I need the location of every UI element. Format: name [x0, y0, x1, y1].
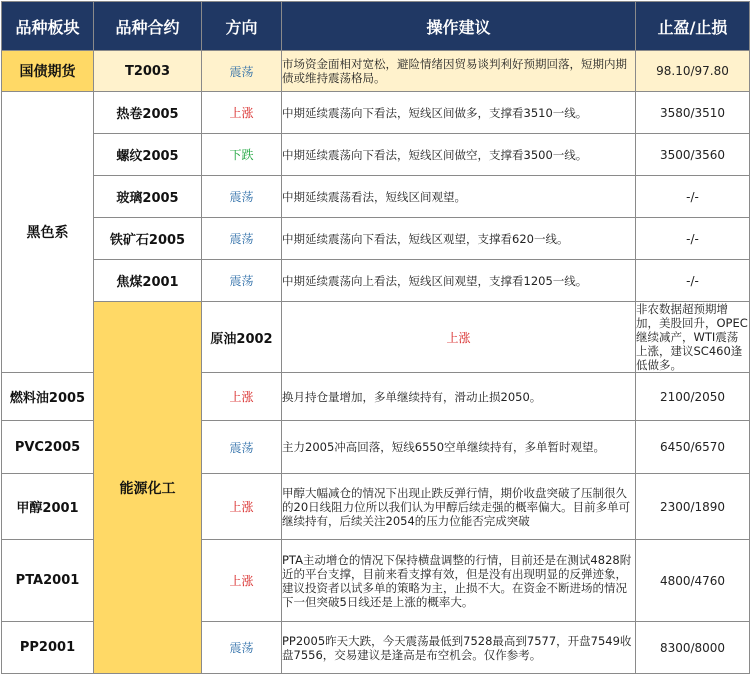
- advice-cell: 中期延续震荡向上看法，短线区间观望，支撑看1205一线。: [282, 260, 636, 302]
- contract-cell: 玻璃2005: [94, 176, 202, 218]
- contract-cell: PP2001: [2, 622, 94, 674]
- direction-cell: 上涨: [282, 302, 636, 373]
- direction-cell: 上涨: [202, 373, 282, 421]
- advice-cell: 主力2005冲高回落，短线6550空单继续持有，多单暂时观望。: [282, 421, 636, 474]
- header-row: [2, 2, 750, 51]
- direction-cell: 上涨: [202, 474, 282, 540]
- direction-cell: 震荡: [202, 260, 282, 302]
- contract-cell: 焦煤2001: [94, 260, 202, 302]
- header-direction: 方向: [202, 2, 282, 51]
- advice-cell: 中期延续震荡向下看法，短线区观望，支撑看620一线。: [282, 218, 636, 260]
- sltp-cell: 8300/8000: [636, 622, 750, 674]
- advice-cell: 非农数据超预期增加，美股回升，OPEC继续减产，WTI震荡上涨，建议SC460逢低做多。: [636, 302, 748, 372]
- sltp-cell: -/-: [636, 260, 750, 302]
- contract-cell: 甲醇2001: [2, 474, 94, 540]
- advice-cell: PP2005昨天大跌，今天震荡最低到7528最高到7577，开盘7549收盘7556，交易建议是逢高是布空机会。仅作参考。: [282, 622, 636, 674]
- sltp-cell: 98.10/97.80: [636, 51, 750, 92]
- advice-cell: 甲醇大幅减仓的情况下出现止跌反弹行情，期价收盘突破了压制很久的20日线阻力位所以我们认为甲醇后续走强的概率偏大。目前多单可继续持有，后续关注2054的压力位能否完成突破: [282, 474, 636, 540]
- advice-cell: 中期延续震荡向下看法，短线区间做空，支撑看3500一线。: [282, 134, 636, 176]
- sector-black: 黑色系: [2, 92, 94, 373]
- header-contract: 品种合约: [94, 2, 202, 51]
- direction-cell: 震荡: [202, 51, 282, 92]
- sltp-cell: 4800/4760: [636, 540, 750, 622]
- table-row: [2, 134, 750, 176]
- contract-cell: T2003: [94, 51, 202, 92]
- contract-cell: 燃料油2005: [2, 373, 94, 421]
- header-sltp: 止盈/止损: [636, 2, 750, 51]
- advice-cell: 市场资金面相对宽松，避险情绪因贸易谈判利好预期回落，短期内期债或维持震荡格局。: [282, 51, 636, 92]
- contract-cell: PVC2005: [2, 421, 94, 474]
- sltp-cell: 2300/1890: [636, 474, 750, 540]
- strategy-table: [1, 1, 750, 674]
- table-row: [2, 260, 750, 302]
- advice-cell: 换月持仓量增加，多单继续持有，滑动止损2050。: [282, 373, 636, 421]
- table-row: [2, 176, 750, 218]
- sltp-cell: -/-: [636, 176, 750, 218]
- sltp-cell: 3500/3560: [636, 134, 750, 176]
- table-row: [2, 51, 750, 92]
- contract-cell: 原油2002: [202, 302, 282, 373]
- direction-cell: 上涨: [202, 540, 282, 622]
- advice-cell: 中期延续震荡看法，短线区间观望。: [282, 176, 636, 218]
- table-row: [2, 302, 750, 373]
- contract-cell: PTA2001: [2, 540, 94, 622]
- table-row: [2, 92, 750, 134]
- sltp-cell: 2100/2050: [636, 373, 750, 421]
- advice-cell: PTA主动增仓的情况下保持横盘调整的行情，目前还是在测试4828附近的平台支撑，目前来看支撑有效，但是没有出现明显的反弹迹象，建议投资者以试多单的策略为主，止损不大。在资金不断进场的情况下一但突破5日线还是上涨的概率大。: [282, 540, 636, 622]
- direction-cell: 下跌: [202, 134, 282, 176]
- direction-cell: 震荡: [202, 176, 282, 218]
- header-advice: 操作建议: [282, 2, 636, 51]
- sltp-cell: -/-: [636, 218, 750, 260]
- table-row: [2, 218, 750, 260]
- sector-energy: 能源化工: [94, 302, 202, 674]
- direction-cell: 上涨: [202, 92, 282, 134]
- sltp-cell: 3580/3510: [636, 92, 750, 134]
- contract-cell: 热卷2005: [94, 92, 202, 134]
- direction-cell: 震荡: [202, 421, 282, 474]
- advice-cell: 中期延续震荡向下看法，短线区间做多，支撑看3510一线。: [282, 92, 636, 134]
- contract-cell: 螺纹2005: [94, 134, 202, 176]
- direction-cell: 震荡: [202, 622, 282, 674]
- sector-bond: 国债期货: [2, 51, 94, 92]
- header-sector: 品种板块: [2, 2, 94, 51]
- direction-cell: 震荡: [202, 218, 282, 260]
- sltp-cell: 6450/6570: [636, 421, 750, 474]
- contract-cell: 铁矿石2005: [94, 218, 202, 260]
